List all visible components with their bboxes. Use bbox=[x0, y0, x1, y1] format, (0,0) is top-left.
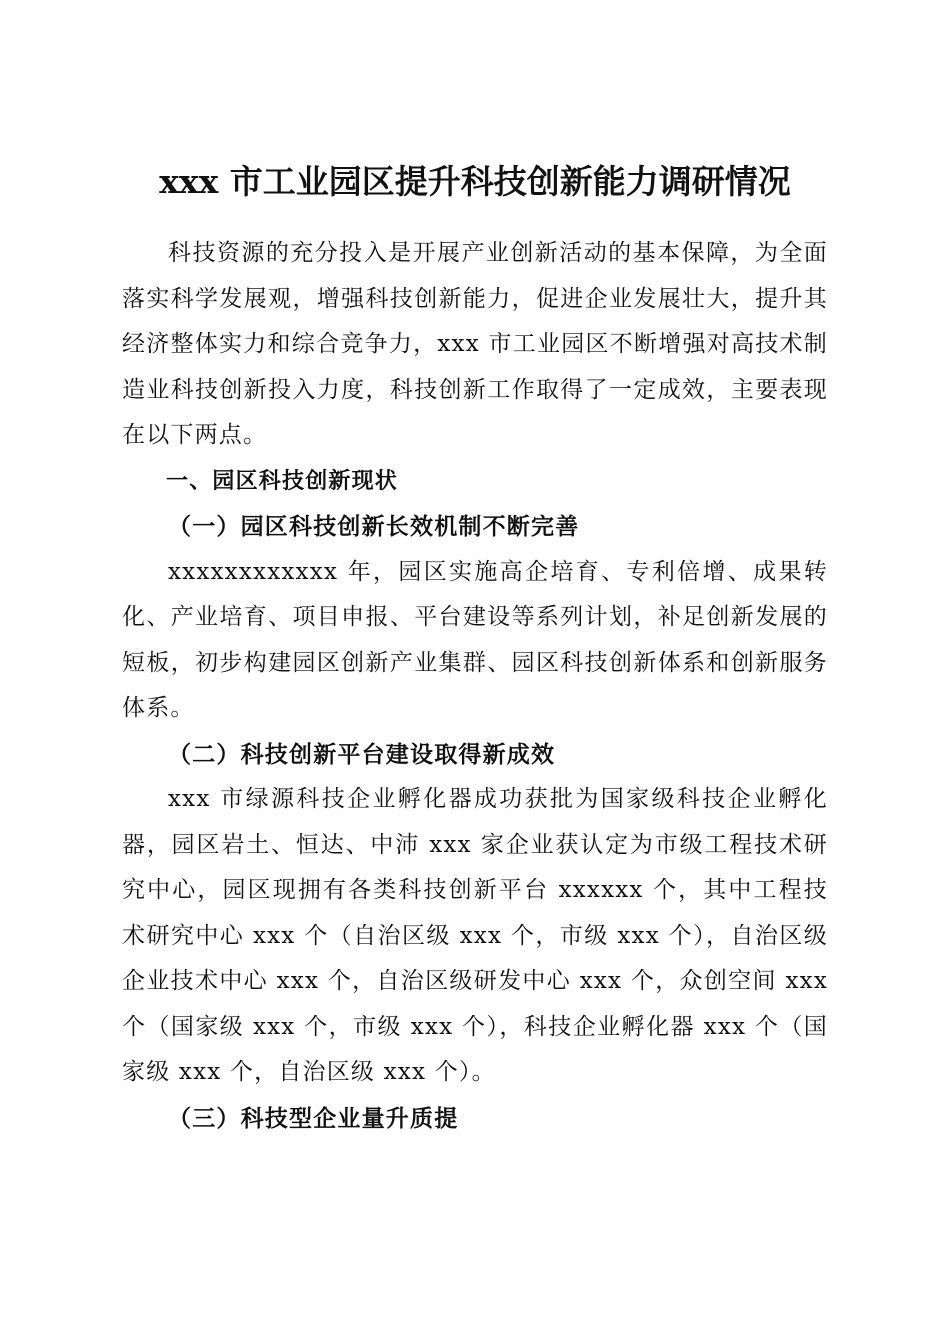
subsection-heading-1: （一）园区科技创新长效机制不断完善 bbox=[168, 513, 580, 540]
body-paragraph-1: xxxxxxxxxxxx 年，园区实施高企培育、专利倍增、成果转化、产业培育、项目申报、平台建设等系列计划，补足创新发展的短板，初步构建园区创新产业集群、园区科技创新体系和创新服务体系。 bbox=[122, 558, 828, 721]
body-paragraph-2: xxx 市绿源科技企业孵化器成功获批为国家级科技企业孵化器，园区岩土、恒达、中沛 xxx 家企业获认定为市级工程技术研究中心，园区现拥有各类科技创新平台 xxxxxx 个，其中工程技术研究中心 xxx 个（自治区级 xxx 个，市级 xxx 个），自治区级企业技术中心 xxx 个，自治区级研发中心 xxx 个，众创空间 xxx 个（国家级 xxx 个，市级 xxx 个），科技企业孵化器 xxx 个（国家级 xxx 个，自治区级 xxx 个）。 bbox=[122, 786, 828, 1085]
document-title: xxx 市工业园区提升科技创新能力调研情况 bbox=[159, 162, 791, 202]
intro-paragraph: 科技资源的充分投入是开展产业创新活动的基本保障，为全面落实科学发展观，增强科技创新能力，促进企业发展壮大，提升其经济整体实力和综合竞争力，xxx 市工业园区不断增强对高技术制造业科技创新投入力度，科技创新工作取得了一定成效，主要表现在以下两点。 bbox=[122, 240, 828, 448]
document-body bbox=[122, 231, 828, 1141]
section-heading-1: 一、园区科技创新现状 bbox=[166, 468, 399, 494]
subsection-heading-3: （三）科技型企业量升质提 bbox=[168, 1104, 459, 1132]
subsection-heading-2: （二）科技创新平台建设取得新成效 bbox=[168, 740, 556, 768]
